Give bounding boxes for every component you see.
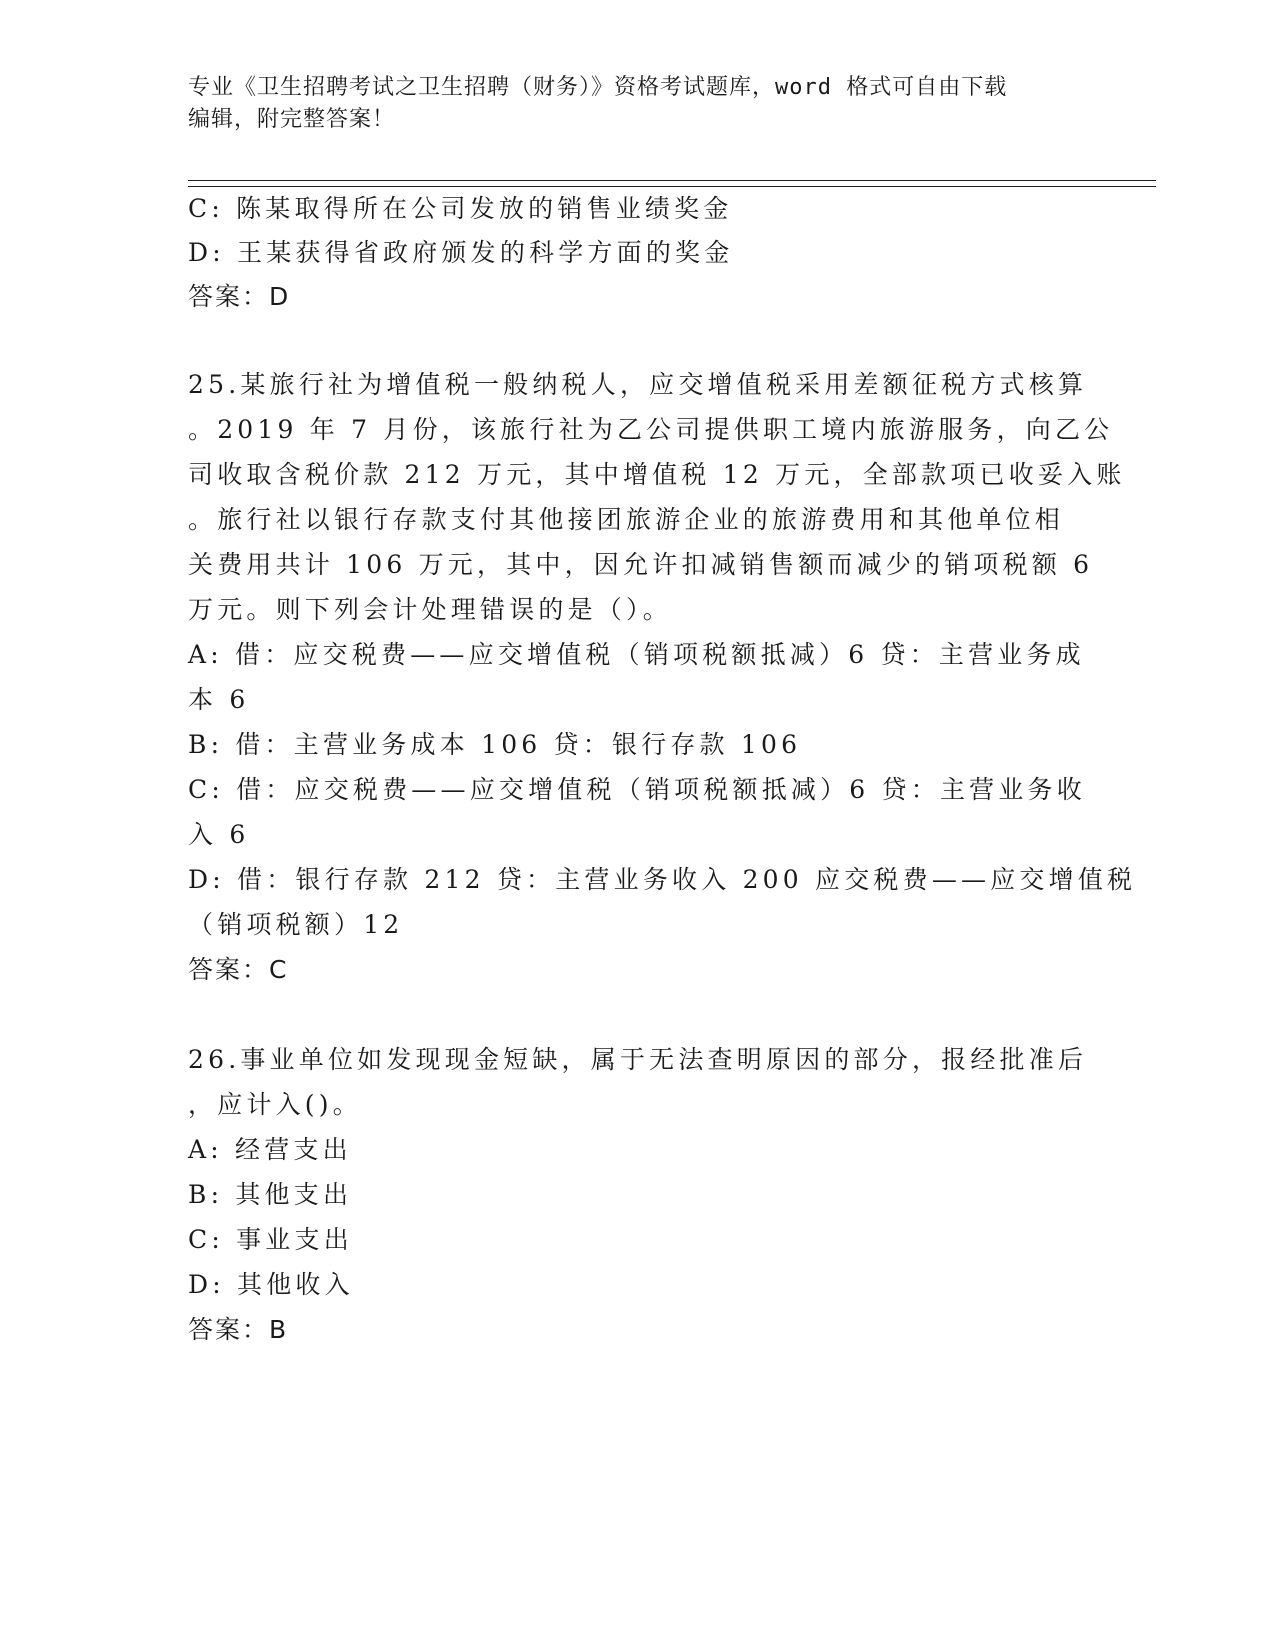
- q25-option-b: B: 借：主营业务成本 106 贷：银行存款 106: [188, 730, 802, 759]
- q25-stem-line: 。旅行社以银行存款支付其他接团旅游企业的旅游费用和其他单位相: [188, 505, 1065, 534]
- q25-option-d-cont: （销项税额）12: [188, 910, 404, 939]
- q24-answer: 答案：D: [188, 282, 291, 311]
- q26-option-d: D: 其他收入: [188, 1270, 354, 1299]
- q25-option-a-cont: 本 6: [188, 685, 250, 714]
- q25-option-a: A: 借：应交税费——应交增值税（销项税额抵减）6 贷：主营业务成: [188, 640, 1085, 669]
- q25-stem-line: 司收取含税价款 212 万元，其中增值税 12 万元，全部款项已收妥入账: [188, 460, 1126, 489]
- q26-option-a: A: 经营支出: [188, 1135, 352, 1164]
- q25-option-c: C: 借：应交税费——应交增值税（销项税额抵减）6 贷：主营业务收: [188, 775, 1086, 804]
- q26-option-b: B: 其他支出: [188, 1180, 353, 1209]
- q25-stem-line: 万元。则下列会计处理错误的是（）。: [188, 595, 672, 624]
- header-divider-bottom: [188, 186, 1156, 187]
- q26-stem-line: ，应计入()。: [188, 1090, 362, 1119]
- q25-option-c-cont: 入 6: [188, 820, 250, 849]
- q26-answer: 答案：B: [188, 1315, 289, 1344]
- q24-option-c: C: 陈某取得所在公司发放的销售业绩奖金: [188, 194, 733, 223]
- q25-stem-line: 25.某旅行社为增值税一般纳税人，应交增值税采用差额征税方式核算: [188, 370, 1088, 399]
- q24-option-d: D: 王某获得省政府颁发的科学方面的奖金: [188, 238, 734, 267]
- document-header: [188, 72, 1088, 136]
- header-line-1: 专业《卫生招聘考试之卫生招聘（财务）》资格考试题库，word 格式可自由下载: [188, 75, 1008, 100]
- q25-answer: 答案：C: [188, 955, 289, 984]
- q25-stem-line: 关费用共计 106 万元，其中，因允许扣减销售额而减少的销项税额 6: [188, 550, 1094, 579]
- q25-option-d: D: 借：银行存款 212 贷：主营业务收入 200 应交税费——应交增值税: [188, 865, 1137, 894]
- q26-option-c: C: 事业支出: [188, 1225, 353, 1254]
- q26-stem-line: 26.事业单位如发现现金短缺，属于无法查明原因的部分，报经批准后: [188, 1045, 1088, 1074]
- q25-stem-line: 。2019 年 7 月份，该旅行社为乙公司提供职工境内旅游服务，向乙公: [188, 415, 1114, 444]
- header-divider-top: [188, 180, 1156, 181]
- header-line-2: 编辑，附完整答案！: [188, 107, 396, 132]
